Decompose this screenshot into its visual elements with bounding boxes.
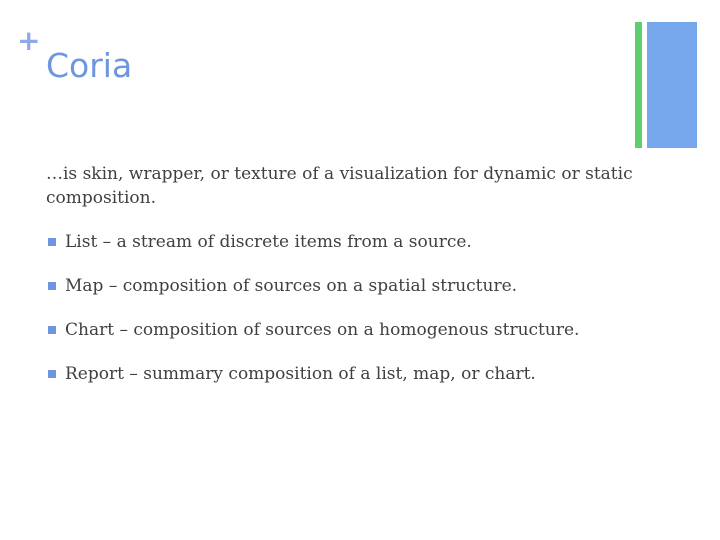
bullet-item-list — [46, 230, 646, 254]
slide-body — [46, 162, 646, 406]
square-bullet-icon — [48, 282, 56, 290]
bullet-text: Chart – composition of sources on a homogenous structure. — [65, 320, 580, 340]
square-bullet-icon — [48, 326, 56, 334]
intro-text: …is skin, wrapper, or texture of a visualization for dynamic or static composition. — [46, 164, 633, 208]
bullet-item-map — [46, 274, 646, 298]
bullet-text: Map – composition of sources on a spatial structure. — [65, 276, 518, 296]
slide-title: Coria — [46, 46, 133, 85]
plus-icon: + — [17, 24, 41, 57]
bullet-text: List – a stream of discrete items from a source. — [65, 232, 472, 252]
bullet-item-chart — [46, 318, 646, 342]
green-accent-bar — [635, 22, 642, 148]
bullet-list — [46, 230, 646, 386]
blue-accent-bar — [647, 22, 697, 148]
square-bullet-icon — [48, 370, 56, 378]
square-bullet-icon — [48, 238, 56, 246]
bullet-item-report — [46, 362, 646, 386]
bullet-text: Report – summary composition of a list, map, or chart. — [65, 364, 536, 384]
